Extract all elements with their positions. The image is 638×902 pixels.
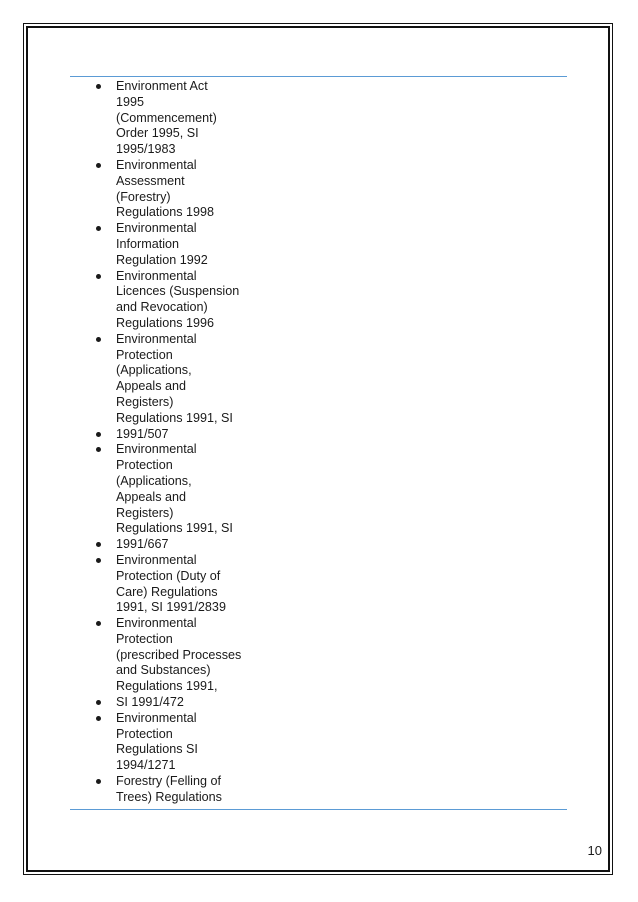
list-item-text: (prescribed Processes (116, 647, 242, 662)
list-item (96, 427, 256, 443)
list-item-text: Environmental (116, 442, 197, 457)
list-item-text: Regulations 1991, (116, 679, 218, 694)
list-item (96, 269, 256, 332)
list-item-text: Environmental (116, 710, 197, 725)
list-item-text: 1995/1983 (116, 142, 176, 157)
page-number: 10 (587, 843, 602, 858)
list-item-text: Care) Regulations (116, 584, 218, 599)
list-item-text: Registers) (116, 505, 174, 520)
list-item (96, 695, 256, 711)
list-item-text: Order 1995, SI (116, 126, 199, 141)
bullet-icon (96, 558, 101, 563)
list-item-text: 1995 (116, 94, 145, 109)
list-item-text: (Applications, (116, 363, 192, 378)
list-item-text: Regulations 1991, SI (116, 521, 233, 536)
list-item-text: 1991, SI 1991/2839 (116, 600, 226, 615)
list-item (96, 616, 256, 695)
list-item-text: Environmental (116, 268, 197, 283)
bullet-icon (96, 432, 101, 437)
bullet-icon (96, 700, 101, 705)
list-item (96, 442, 256, 537)
list-item-text: (Applications, (116, 473, 192, 488)
top-rule (70, 76, 567, 77)
list-item-text: Environmental (116, 616, 197, 631)
list-item-text: Environmental (116, 221, 197, 236)
list-item-text: 1991/667 (116, 537, 169, 552)
list-item-text: Protection (116, 631, 173, 646)
bullet-icon (96, 621, 101, 626)
list-item-text: and Revocation) (116, 300, 208, 315)
bullet-icon (96, 84, 101, 89)
list-item-text: Protection (116, 347, 173, 362)
list-item-text: Regulations 1998 (116, 205, 215, 220)
list-item-text: (Commencement) (116, 110, 217, 125)
bullet-icon (96, 779, 101, 784)
list-item-text: Protection (116, 458, 173, 473)
list-item-text: SI 1991/472 (116, 695, 184, 710)
list-item (96, 553, 256, 616)
list-item (96, 774, 256, 806)
list-item-text: and Substances) (116, 663, 211, 678)
list-item-text: Forestry (Felling of (116, 774, 221, 789)
bullet-icon (96, 716, 101, 721)
list-item-text: Protection (116, 726, 173, 741)
list-item-text: Registers) (116, 394, 174, 409)
bullet-icon (96, 163, 101, 168)
list-item-text: Regulations SI (116, 742, 198, 757)
list-item-text: Assessment (116, 173, 185, 188)
list-item-text: Appeals and (116, 379, 187, 394)
bullet-icon (96, 447, 101, 452)
regulations-list (96, 79, 256, 806)
list-item-text: 1994/1271 (116, 758, 176, 773)
list-item-text: Environmental (116, 331, 197, 346)
list-item (96, 711, 256, 774)
list-item (96, 158, 256, 221)
bullet-icon (96, 337, 101, 342)
list-item (96, 332, 256, 427)
list-item-text: Regulations 1996 (116, 315, 215, 330)
list-item-text: 1991/507 (116, 426, 169, 441)
list-item-text: Regulations 1991, SI (116, 410, 233, 425)
list-item-text: Environmental (116, 552, 197, 567)
bullet-icon (96, 274, 101, 279)
list-item (96, 537, 256, 553)
list-item-text: Information (116, 236, 179, 251)
list-item-text: Licences (Suspension (116, 284, 240, 299)
list-item-text: Environment Act (116, 79, 208, 93)
list-item-text: (Forestry) (116, 189, 171, 204)
bullet-icon (96, 542, 101, 547)
list-item-text: Regulation 1992 (116, 252, 208, 267)
list-item-text: Trees) Regulations (116, 789, 222, 804)
list-item-text: Environmental (116, 157, 197, 172)
list-item (96, 79, 256, 158)
bottom-rule (70, 809, 567, 810)
list-item-text: Appeals and (116, 489, 187, 504)
list-item (96, 221, 256, 268)
bullet-icon (96, 226, 101, 231)
list-item-text: Protection (Duty of (116, 568, 221, 583)
